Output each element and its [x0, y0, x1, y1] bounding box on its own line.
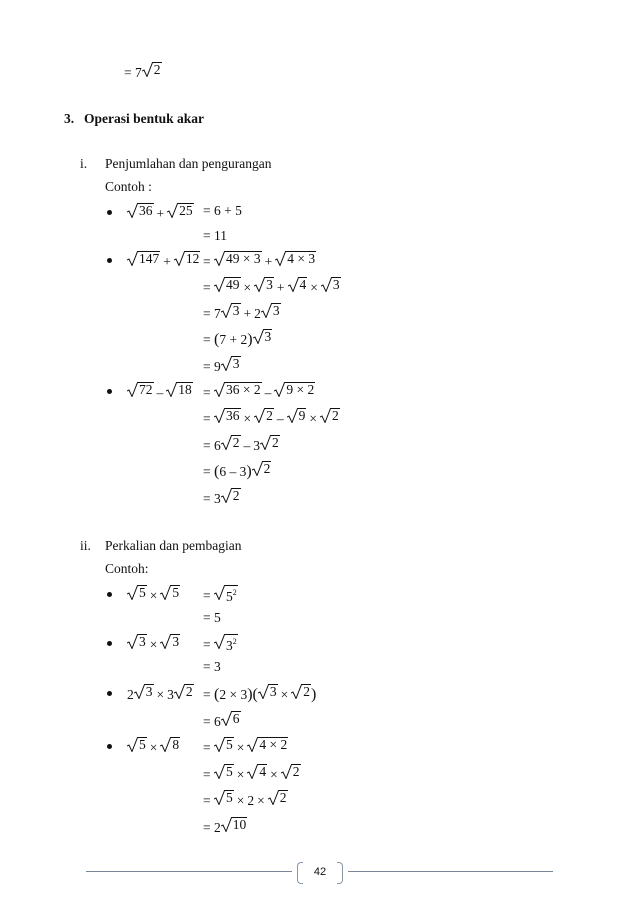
result-step: = 49 × 3 + 4 × 3: [203, 251, 316, 269]
subsection-title-multiplication: Perkalian dan pembagian: [105, 538, 242, 553]
expression: 3 × 3: [127, 634, 180, 653]
bullet: [107, 691, 112, 696]
result-step: = 5 × 4 × 2: [203, 764, 300, 782]
page-number-bracket-left: [297, 862, 303, 884]
subsection-numeral-ii: ii.: [80, 538, 91, 553]
result-step: = $5^2$: [203, 585, 238, 604]
result-step: = 9 3: [203, 356, 240, 374]
result-step: = (6 – 3) 2: [203, 461, 271, 480]
expression: 5 × 5: [127, 585, 180, 604]
result-step: = 5: [203, 610, 221, 625]
bullet: [107, 389, 112, 394]
result-step: = 7 3 + 2 3: [203, 303, 280, 321]
footer-rule-left: [86, 871, 292, 872]
result-step: = 3 2: [203, 488, 240, 506]
section-number: 3.: [64, 111, 75, 126]
section-title: Operasi bentuk akar: [84, 111, 205, 126]
page-number-bracket-right: [337, 862, 343, 884]
page-number: 42: [297, 862, 343, 884]
result-step: = $3^2$: [203, 634, 238, 653]
example-label: Contoh:: [105, 561, 149, 576]
bullet: [107, 258, 112, 263]
expression: 2 3 × 3 2: [127, 684, 193, 702]
result-step: = 36 × 2 – 9 × 2: [203, 382, 315, 400]
top-equation: = 7 2: [124, 62, 161, 80]
result-step: = 6 + 5: [203, 203, 242, 218]
expression: 147 + 12: [127, 251, 200, 270]
example-label: Contoh :: [105, 179, 152, 194]
result-step: = (2 × 3)( 3 × 2 ): [203, 684, 317, 703]
expression: 36 + 25: [127, 203, 194, 222]
result-step: = 49 × 3 + 4 × 3: [203, 277, 340, 295]
footer-rule-right: [348, 871, 553, 872]
result-step: = 6 6: [203, 711, 240, 729]
expression: 5 × 8: [127, 737, 180, 756]
bullet: [107, 210, 112, 215]
result-step: = 5 × 4 × 2: [203, 737, 288, 755]
result-step: = (7 + 2) 3: [203, 329, 272, 348]
expression: 72 – 18: [127, 382, 193, 401]
result-step: = 5 × 2 × 2: [203, 790, 287, 808]
bullet: [107, 641, 112, 646]
result-step: = 2 10: [203, 817, 247, 835]
result-step: = 3: [203, 659, 221, 674]
result-step: = 36 × 2 – 9 × 2: [203, 408, 339, 426]
result-step: = 6 2 – 3 2: [203, 435, 279, 453]
subsection-numeral-i: i.: [80, 156, 88, 171]
bullet: [107, 592, 112, 597]
subsection-title-addition: Penjumlahan dan pengurangan: [105, 156, 272, 171]
result-step: = 11: [203, 228, 227, 243]
bullet: [107, 744, 112, 749]
